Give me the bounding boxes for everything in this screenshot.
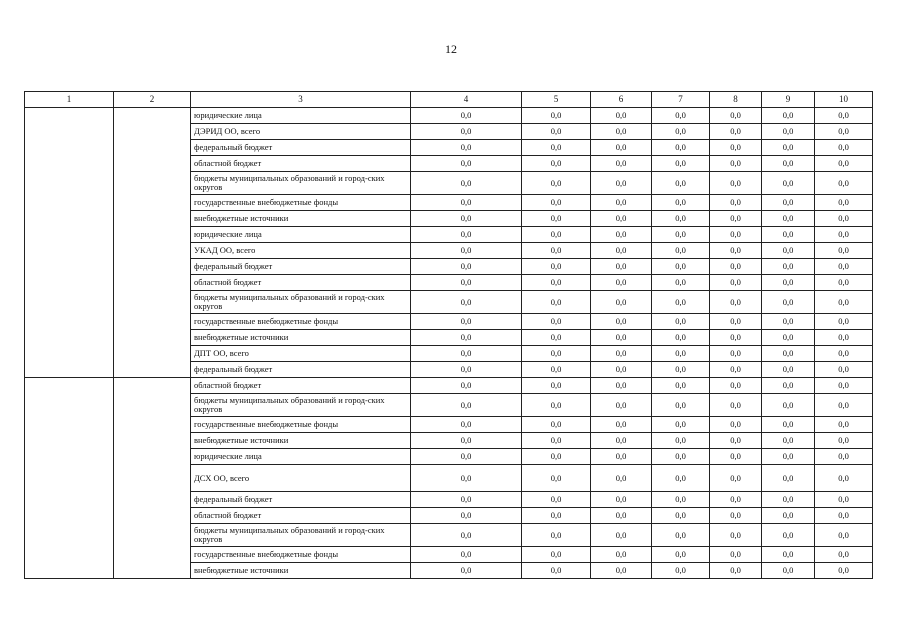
- value-cell: 0,0: [411, 275, 522, 291]
- value-cell: 0,0: [522, 492, 591, 508]
- value-cell: 0,0: [652, 259, 710, 275]
- column-header: 10: [815, 92, 873, 108]
- value-cell: 0,0: [591, 346, 652, 362]
- value-cell: 0,0: [522, 547, 591, 563]
- value-cell: 0,0: [591, 465, 652, 492]
- value-cell: 0,0: [591, 378, 652, 394]
- value-cell: 0,0: [762, 465, 815, 492]
- column-header: 5: [522, 92, 591, 108]
- value-cell: 0,0: [411, 259, 522, 275]
- value-cell: 0,0: [710, 547, 762, 563]
- value-cell: 0,0: [591, 330, 652, 346]
- value-cell: 0,0: [411, 156, 522, 172]
- value-cell: 0,0: [762, 211, 815, 227]
- row-label: УКАД ОО, всего: [191, 243, 411, 259]
- value-cell: 0,0: [591, 243, 652, 259]
- value-cell: 0,0: [411, 449, 522, 465]
- value-cell: 0,0: [522, 508, 591, 524]
- value-cell: 0,0: [522, 140, 591, 156]
- value-cell: 0,0: [522, 417, 591, 433]
- value-cell: 0,0: [762, 508, 815, 524]
- value-cell: 0,0: [815, 156, 873, 172]
- value-cell: 0,0: [710, 314, 762, 330]
- value-cell: 0,0: [710, 124, 762, 140]
- value-cell: 0,0: [591, 227, 652, 243]
- value-cell: 0,0: [652, 508, 710, 524]
- value-cell: 0,0: [710, 378, 762, 394]
- column-header: 1: [25, 92, 114, 108]
- value-cell: 0,0: [815, 172, 873, 195]
- value-cell: 0,0: [762, 563, 815, 579]
- value-cell: 0,0: [815, 108, 873, 124]
- value-cell: 0,0: [652, 524, 710, 547]
- value-cell: 0,0: [762, 195, 815, 211]
- page-number: 12: [445, 42, 457, 56]
- value-cell: 0,0: [591, 211, 652, 227]
- row-label: федеральный бюджет: [191, 362, 411, 378]
- value-cell: 0,0: [411, 563, 522, 579]
- value-cell: 0,0: [710, 524, 762, 547]
- value-cell: 0,0: [710, 227, 762, 243]
- value-cell: 0,0: [522, 563, 591, 579]
- value-cell: 0,0: [815, 243, 873, 259]
- value-cell: 0,0: [762, 172, 815, 195]
- value-cell: 0,0: [522, 275, 591, 291]
- value-cell: 0,0: [762, 346, 815, 362]
- column-header: 8: [710, 92, 762, 108]
- value-cell: 0,0: [762, 227, 815, 243]
- value-cell: 0,0: [815, 346, 873, 362]
- value-cell: 0,0: [762, 259, 815, 275]
- value-cell: 0,0: [652, 275, 710, 291]
- row-label: внебюджетные источники: [191, 563, 411, 579]
- value-cell: 0,0: [815, 563, 873, 579]
- row-label: бюджеты муниципальных образований и город-ских округов: [191, 394, 411, 417]
- value-cell: 0,0: [815, 378, 873, 394]
- value-cell: 0,0: [411, 492, 522, 508]
- value-cell: 0,0: [762, 140, 815, 156]
- value-cell: 0,0: [411, 433, 522, 449]
- row-label: ДСХ ОО, всего: [191, 465, 411, 492]
- value-cell: 0,0: [815, 449, 873, 465]
- value-cell: 0,0: [815, 524, 873, 547]
- value-cell: 0,0: [815, 330, 873, 346]
- value-cell: 0,0: [591, 314, 652, 330]
- value-cell: 0,0: [411, 172, 522, 195]
- row-label: ДПТ ОО, всего: [191, 346, 411, 362]
- row-label: государственные внебюджетные фонды: [191, 314, 411, 330]
- value-cell: 0,0: [652, 547, 710, 563]
- value-cell: 0,0: [762, 362, 815, 378]
- value-cell: 0,0: [815, 195, 873, 211]
- value-cell: 0,0: [522, 259, 591, 275]
- value-cell: 0,0: [522, 465, 591, 492]
- value-cell: 0,0: [411, 524, 522, 547]
- value-cell: 0,0: [652, 492, 710, 508]
- value-cell: 0,0: [710, 492, 762, 508]
- value-cell: 0,0: [522, 195, 591, 211]
- value-cell: 0,0: [710, 433, 762, 449]
- value-cell: 0,0: [522, 243, 591, 259]
- row-label: федеральный бюджет: [191, 259, 411, 275]
- value-cell: 0,0: [522, 291, 591, 314]
- value-cell: 0,0: [522, 227, 591, 243]
- value-cell: 0,0: [411, 465, 522, 492]
- row-label: юридические лица: [191, 449, 411, 465]
- value-cell: 0,0: [815, 362, 873, 378]
- budget-table: [24, 91, 873, 579]
- value-cell: 0,0: [522, 346, 591, 362]
- column-header: 4: [411, 92, 522, 108]
- value-cell: 0,0: [411, 346, 522, 362]
- value-cell: 0,0: [411, 394, 522, 417]
- value-cell: 0,0: [762, 108, 815, 124]
- group-cell-col2: [114, 108, 191, 378]
- row-label: внебюджетные источники: [191, 211, 411, 227]
- value-cell: 0,0: [591, 259, 652, 275]
- value-cell: 0,0: [411, 140, 522, 156]
- column-header: 2: [114, 92, 191, 108]
- column-header: 6: [591, 92, 652, 108]
- column-header: 3: [191, 92, 411, 108]
- value-cell: 0,0: [652, 449, 710, 465]
- value-cell: 0,0: [815, 291, 873, 314]
- value-cell: 0,0: [591, 275, 652, 291]
- value-cell: 0,0: [522, 433, 591, 449]
- value-cell: 0,0: [710, 259, 762, 275]
- value-cell: 0,0: [652, 195, 710, 211]
- value-cell: 0,0: [652, 140, 710, 156]
- column-number-row: [25, 92, 873, 108]
- value-cell: 0,0: [710, 156, 762, 172]
- value-cell: 0,0: [411, 227, 522, 243]
- value-cell: 0,0: [762, 124, 815, 140]
- row-label: федеральный бюджет: [191, 492, 411, 508]
- row-label: областной бюджет: [191, 508, 411, 524]
- value-cell: 0,0: [710, 211, 762, 227]
- value-cell: 0,0: [815, 314, 873, 330]
- value-cell: 0,0: [710, 362, 762, 378]
- value-cell: 0,0: [591, 195, 652, 211]
- row-label: внебюджетные источники: [191, 330, 411, 346]
- value-cell: 0,0: [591, 108, 652, 124]
- value-cell: 0,0: [411, 195, 522, 211]
- value-cell: 0,0: [522, 108, 591, 124]
- row-label: юридические лица: [191, 108, 411, 124]
- value-cell: 0,0: [815, 211, 873, 227]
- value-cell: 0,0: [815, 124, 873, 140]
- value-cell: 0,0: [815, 275, 873, 291]
- value-cell: 0,0: [652, 465, 710, 492]
- value-cell: 0,0: [411, 362, 522, 378]
- row-label: государственные внебюджетные фонды: [191, 547, 411, 563]
- row-label: бюджеты муниципальных образований и город-ских округов: [191, 291, 411, 314]
- value-cell: 0,0: [591, 417, 652, 433]
- column-header: 9: [762, 92, 815, 108]
- value-cell: 0,0: [652, 227, 710, 243]
- value-cell: 0,0: [591, 156, 652, 172]
- value-cell: 0,0: [591, 124, 652, 140]
- value-cell: 0,0: [411, 378, 522, 394]
- value-cell: 0,0: [762, 378, 815, 394]
- value-cell: 0,0: [710, 465, 762, 492]
- value-cell: 0,0: [710, 346, 762, 362]
- value-cell: 0,0: [522, 124, 591, 140]
- value-cell: 0,0: [591, 492, 652, 508]
- value-cell: 0,0: [411, 211, 522, 227]
- group-cell-col1: [25, 108, 114, 378]
- value-cell: 0,0: [411, 330, 522, 346]
- table-row: [25, 378, 873, 394]
- value-cell: 0,0: [652, 156, 710, 172]
- value-cell: 0,0: [710, 195, 762, 211]
- value-cell: 0,0: [522, 378, 591, 394]
- row-label: юридические лица: [191, 227, 411, 243]
- value-cell: 0,0: [652, 417, 710, 433]
- value-cell: 0,0: [815, 394, 873, 417]
- value-cell: 0,0: [652, 314, 710, 330]
- value-cell: 0,0: [591, 547, 652, 563]
- value-cell: 0,0: [652, 291, 710, 314]
- row-label: областной бюджет: [191, 156, 411, 172]
- value-cell: 0,0: [591, 433, 652, 449]
- value-cell: 0,0: [762, 394, 815, 417]
- value-cell: 0,0: [522, 362, 591, 378]
- value-cell: 0,0: [522, 330, 591, 346]
- row-label: областной бюджет: [191, 275, 411, 291]
- value-cell: 0,0: [652, 243, 710, 259]
- value-cell: 0,0: [652, 108, 710, 124]
- value-cell: 0,0: [815, 417, 873, 433]
- value-cell: 0,0: [591, 449, 652, 465]
- value-cell: 0,0: [411, 291, 522, 314]
- value-cell: 0,0: [762, 449, 815, 465]
- value-cell: 0,0: [591, 508, 652, 524]
- value-cell: 0,0: [815, 433, 873, 449]
- value-cell: 0,0: [710, 330, 762, 346]
- value-cell: 0,0: [411, 508, 522, 524]
- value-cell: 0,0: [710, 417, 762, 433]
- value-cell: 0,0: [652, 346, 710, 362]
- value-cell: 0,0: [411, 547, 522, 563]
- value-cell: 0,0: [762, 524, 815, 547]
- value-cell: 0,0: [522, 394, 591, 417]
- column-header: 7: [652, 92, 710, 108]
- value-cell: 0,0: [591, 291, 652, 314]
- row-label: ДЭРИД ОО, всего: [191, 124, 411, 140]
- value-cell: 0,0: [652, 124, 710, 140]
- value-cell: 0,0: [522, 314, 591, 330]
- row-label: государственные внебюджетные фонды: [191, 195, 411, 211]
- value-cell: 0,0: [652, 362, 710, 378]
- value-cell: 0,0: [815, 227, 873, 243]
- value-cell: 0,0: [591, 362, 652, 378]
- value-cell: 0,0: [652, 330, 710, 346]
- value-cell: 0,0: [591, 172, 652, 195]
- value-cell: 0,0: [815, 140, 873, 156]
- group-cell-col1: [25, 378, 114, 579]
- value-cell: 0,0: [411, 417, 522, 433]
- value-cell: 0,0: [522, 156, 591, 172]
- value-cell: 0,0: [652, 433, 710, 449]
- value-cell: 0,0: [710, 172, 762, 195]
- value-cell: 0,0: [710, 108, 762, 124]
- value-cell: 0,0: [762, 291, 815, 314]
- value-cell: 0,0: [652, 394, 710, 417]
- row-label: государственные внебюджетные фонды: [191, 417, 411, 433]
- value-cell: 0,0: [710, 291, 762, 314]
- value-cell: 0,0: [710, 508, 762, 524]
- value-cell: 0,0: [815, 465, 873, 492]
- value-cell: 0,0: [591, 524, 652, 547]
- value-cell: 0,0: [411, 243, 522, 259]
- value-cell: 0,0: [815, 259, 873, 275]
- row-label: бюджеты муниципальных образований и город-ских округов: [191, 172, 411, 195]
- value-cell: 0,0: [411, 108, 522, 124]
- value-cell: 0,0: [652, 563, 710, 579]
- value-cell: 0,0: [652, 172, 710, 195]
- row-label: внебюджетные источники: [191, 433, 411, 449]
- value-cell: 0,0: [522, 172, 591, 195]
- value-cell: 0,0: [710, 563, 762, 579]
- value-cell: 0,0: [652, 378, 710, 394]
- value-cell: 0,0: [815, 508, 873, 524]
- value-cell: 0,0: [762, 314, 815, 330]
- table-body: [25, 108, 873, 579]
- value-cell: 0,0: [710, 275, 762, 291]
- value-cell: 0,0: [815, 492, 873, 508]
- group-cell-col2: [114, 378, 191, 579]
- value-cell: 0,0: [762, 433, 815, 449]
- value-cell: 0,0: [762, 275, 815, 291]
- value-cell: 0,0: [522, 211, 591, 227]
- row-label: бюджеты муниципальных образований и город-ских округов: [191, 524, 411, 547]
- value-cell: 0,0: [762, 417, 815, 433]
- row-label: федеральный бюджет: [191, 140, 411, 156]
- value-cell: 0,0: [522, 449, 591, 465]
- value-cell: 0,0: [762, 492, 815, 508]
- value-cell: 0,0: [762, 243, 815, 259]
- value-cell: 0,0: [591, 563, 652, 579]
- value-cell: 0,0: [591, 394, 652, 417]
- value-cell: 0,0: [411, 314, 522, 330]
- value-cell: 0,0: [411, 124, 522, 140]
- value-cell: 0,0: [710, 140, 762, 156]
- value-cell: 0,0: [710, 449, 762, 465]
- value-cell: 0,0: [591, 140, 652, 156]
- value-cell: 0,0: [652, 211, 710, 227]
- value-cell: 0,0: [762, 156, 815, 172]
- value-cell: 0,0: [762, 547, 815, 563]
- value-cell: 0,0: [815, 547, 873, 563]
- row-label: областной бюджет: [191, 378, 411, 394]
- value-cell: 0,0: [710, 394, 762, 417]
- value-cell: 0,0: [762, 330, 815, 346]
- value-cell: 0,0: [710, 243, 762, 259]
- value-cell: 0,0: [522, 524, 591, 547]
- table-row: [25, 108, 873, 124]
